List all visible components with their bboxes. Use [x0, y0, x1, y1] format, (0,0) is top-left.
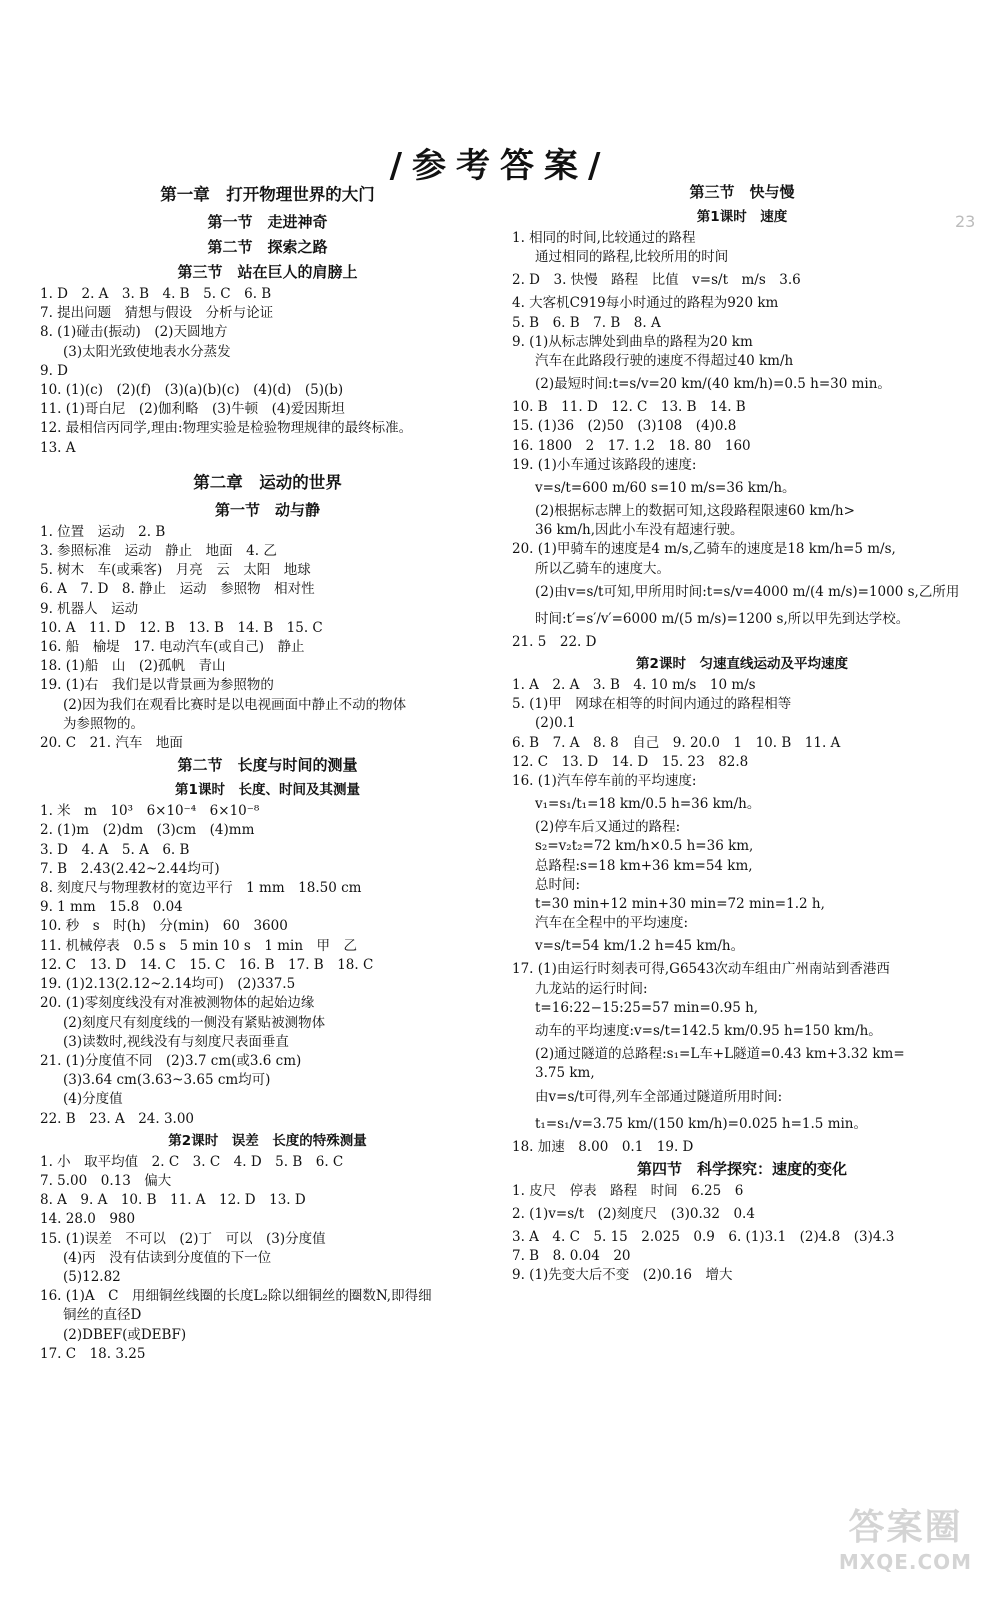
answer-line: 20. C 21. 汽车 地面	[40, 735, 183, 752]
answer-line: (2)由v=s/t可知,甲所用时间:t=s/v=4000 m/(4 m/s)=1000 s,乙所用	[535, 583, 960, 600]
watermark-url: MXQE.COM	[838, 1550, 973, 1574]
answer-line: 3. 参照标准 运动 静止 地面 4. 乙	[40, 543, 277, 560]
answer-line: 7. 5.00 0.13 偏大	[40, 1172, 172, 1189]
answer-line: 2. D 3. 快慢 路程 比值 v=s/t m/s 3.6	[512, 272, 801, 289]
answer-line: 16. 船 榆堤 17. 电动汽车(或自己) 静止	[40, 639, 305, 656]
answer-line: 4. 大客机C919每小时通过的路程为920 km	[512, 295, 779, 312]
answer-line: 1. 小 取平均值 2. C 3. C 4. D 5. B 6. C	[40, 1153, 344, 1170]
answer-line: (2)DBEF(或DEBF)	[63, 1326, 187, 1343]
answer-line: 13. A	[40, 439, 76, 456]
answer-line: 15. (1)误差 不可以 (2)丁 可以 (3)分度值	[40, 1230, 326, 1247]
answer-line: 汽车在全程中的平均速度:	[535, 915, 689, 932]
answer-line: 17. (1)由运行时刻表可得,G6543次动车组由广州南站到香港西	[512, 961, 890, 978]
answer-line: 20. (1)甲骑车的速度是4 m/s,乙骑车的速度是18 km/h=5 m/s,	[512, 541, 896, 558]
answer-line: (3)太阳光致使地表水分蒸发	[63, 343, 231, 360]
answer-line: 为参照物的。	[63, 715, 144, 732]
answer-line: 12. C 13. D 14. D 15. 23 82.8	[512, 753, 749, 770]
answer-line: 10. B 11. D 12. C 13. B 14. B	[512, 399, 746, 416]
answer-line: 7. B 8. 0.04 20	[512, 1248, 631, 1265]
lesson-heading: 第1课时 长度、时间及其测量	[175, 782, 360, 799]
answer-line: (2)因为我们在观看比赛时是以电视画面中静止不动的物体	[63, 696, 407, 713]
right-column	[512, 180, 972, 1286]
answer-line: 1. D 2. A 3. B 4. B 5. C 6. B	[40, 286, 272, 302]
answer-line: 3.75 km,	[535, 1065, 595, 1082]
answer-line: 总时间:	[535, 876, 581, 893]
answer-line: 九龙站的运行时间:	[535, 980, 648, 997]
lesson-heading: 第2课时 匀速直线运动及平均速度	[636, 656, 848, 673]
answer-line: 由v=s/t可得,列车全部通过隧道所用时间:	[535, 1088, 783, 1105]
answer-line: 6. A 7. D 8. 静止 运动 参照物 相对性	[40, 581, 315, 598]
answer-line: 9. D	[40, 362, 68, 379]
answer-block	[512, 229, 972, 652]
answer-block	[40, 285, 495, 458]
chapter-1-heading: 第一章 打开物理世界的大门	[160, 185, 375, 204]
answer-line: (4)分度值	[63, 1091, 123, 1108]
answer-line: 11. (1)哥白尼 (2)伽利略 (3)牛顿 (4)爱因斯坦	[40, 401, 345, 418]
answer-line: 16. 1800 2 17. 1.2 18. 80 160	[512, 437, 751, 454]
section-heading: 第一节 走进神奇	[207, 213, 328, 231]
answer-line: (2)0.1	[535, 715, 576, 732]
answer-line: 1. 米 m 10³ 6×10⁻⁴ 6×10⁻⁸	[40, 803, 260, 820]
answer-line: 9. 1 mm 15.8 0.04	[40, 899, 183, 916]
answer-line: 19. (1)右 我们是以背景画为参照物的	[40, 677, 274, 694]
chapter-2-heading: 第二章 运动的世界	[193, 472, 342, 492]
answer-line: 时间:t′=s′/v′=6000 m/(5 m/s)=1200 s,所以甲先到达学校。	[535, 610, 910, 627]
answer-line: 5. (1)甲 网球在相等的时间内通过的路程相等	[512, 696, 792, 713]
answer-block	[40, 1153, 495, 1364]
answer-line: 19. (1)小车通过该路段的速度:	[512, 456, 697, 473]
answer-line: 21. 5 22. D	[512, 633, 597, 650]
answer-line: 8. (1)碰击(振动) (2)天圆地方	[40, 324, 228, 341]
answer-line: 36 km/h,因此小车没有超速行驶。	[535, 522, 744, 539]
side-page-mark: 23	[955, 212, 976, 231]
answer-block	[40, 523, 495, 753]
answer-line: 通过相同的路程,比较所用的时间	[535, 249, 729, 266]
answer-line: 动车的平均速度:v=s/t=142.5 km/0.95 h=150 km/h。	[535, 1023, 882, 1040]
answer-line: 14. 28.0 980	[40, 1211, 136, 1228]
answer-line: 16. (1)A C 用细铜丝线圈的长度L₂除以细铜丝的圈数N,即得细	[40, 1288, 432, 1305]
section-heading: 第二节 长度与时间的测量	[177, 756, 358, 775]
answer-line: 所以乙骑车的速度大。	[535, 560, 670, 577]
answer-line: (4)丙 没有估读到分度值的下一位	[63, 1249, 272, 1266]
section-heading: 第二节 探索之路	[207, 238, 328, 256]
answer-line: 20. (1)零刻度线没有对准被测物体的起始边缘	[40, 995, 315, 1012]
section-heading: 第四节 科学探究：速度的变化	[636, 1159, 847, 1178]
answer-line: 7. 提出问题 猜想与假设 分析与论证	[40, 305, 274, 322]
answer-line: 18. (1)船 山 (2)孤帆 青山	[40, 658, 226, 675]
answer-line: 18. 加速 8.00 0.1 19. D	[512, 1138, 694, 1155]
watermark-text: 答案圈	[848, 1507, 963, 1548]
answer-line: (3)3.64 cm(3.63~3.65 cm均可)	[63, 1072, 271, 1089]
answer-line: v=s/t=600 m/60 s=10 m/s=36 km/h。	[535, 480, 796, 497]
answer-line: 19. (1)2.13(2.12~2.14均可) (2)337.5	[40, 976, 296, 993]
answer-line: 8. 刻度尺与物理教材的宽边平行 1 mm 18.50 cm	[40, 880, 362, 897]
section-heading: 第三节 站在巨人的肩膀上	[177, 263, 358, 281]
answer-line: 10. A 11. D 12. B 13. B 14. B 15. C	[40, 619, 323, 636]
answer-line: 5. B 6. B 7. B 8. A	[512, 314, 661, 331]
answer-line: 5. 树木 车(或乘客) 月亮 云 太阳 地球	[40, 562, 311, 579]
answer-line: 21. (1)分度值不同 (2)3.7 cm(或3.6 cm)	[40, 1052, 302, 1069]
lesson-heading: 第1课时 速度	[696, 209, 788, 225]
answer-line: 1. A 2. A 3. B 4. 10 m/s 10 m/s	[512, 677, 756, 694]
watermark-logo	[818, 1506, 993, 1574]
answer-line: (2)刻度尺有刻度线的一侧没有紧贴被测物体	[63, 1014, 326, 1031]
answer-line: 22. B 23. A 24. 3.00	[40, 1110, 195, 1127]
answer-block	[40, 802, 495, 1128]
answer-line: 15. (1)36 (2)50 (3)108 (4)0.8	[512, 418, 737, 435]
answer-line: 12. 最相信丙同学,理由:物理实验是检验物理规律的最终标准。	[40, 420, 413, 437]
section-heading: 第三节 快与慢	[689, 183, 795, 201]
answer-line: 1. 相同的时间,比较通过的路程	[512, 230, 696, 246]
answer-line: 1. 位置 运动 2. B	[40, 523, 166, 540]
answer-line: (2)通过隧道的总路程:s₁=L车+L隧道=0.43 km+3.32 km=	[535, 1046, 905, 1063]
answer-line: 3. A 4. C 5. 15 2.025 0.9 6. (1)3.1 (2)4.8 (3)4.3	[512, 1228, 895, 1245]
answer-line: 11. 机械停表 0.5 s 5 min 10 s 1 min 甲 乙	[40, 937, 358, 954]
answer-line: 10. (1)(c) (2)(f) (3)(a)(b)(c) (4)(d) (5)(b)	[40, 382, 344, 399]
answer-line: 铜丝的直径D	[63, 1307, 142, 1324]
answer-block	[512, 676, 972, 1157]
answer-line: 7. B 2.43(2.42~2.44均可)	[40, 860, 220, 877]
answer-line: 2. (1)v=s/t (2)刻度尺 (3)0.32 0.4	[512, 1205, 755, 1222]
answer-line: t₁=s₁/v=3.75 km/(150 km/h)=0.025 h=1.5 min。	[535, 1115, 868, 1132]
answer-line: 9. 机器人 运动	[40, 600, 139, 617]
answer-block	[512, 1182, 972, 1286]
lesson-heading: 第2课时 误差 长度的特殊测量	[168, 1132, 367, 1149]
answer-line: (2)根据标志牌上的数据可知,这段路程限速60 km/h>	[535, 503, 855, 520]
answer-line: (5)12.82	[63, 1268, 121, 1285]
answer-line: 6. B 7. A 8. 8 自己 9. 20.0 1 10. B 11. A	[512, 734, 841, 751]
answer-line: v₁=s₁/t₁=18 km/0.5 h=36 km/h。	[535, 796, 761, 813]
section-heading: 第一节 动与静	[214, 500, 320, 519]
answer-line: v=s/t=54 km/1.2 h=45 km/h。	[535, 938, 745, 955]
answer-line: 10. 秒 s 时(h) 分(min) 60 3600	[40, 918, 288, 935]
answer-line: t=16:22−15:25=57 min=0.95 h,	[535, 999, 759, 1016]
answer-line: (2)最短时间:t=s/v=20 km/(40 km/h)=0.5 h=30 min。	[535, 376, 891, 393]
answer-line: 16. (1)汽车停车前的平均速度:	[512, 773, 697, 790]
page-title: /参考答案/	[389, 146, 611, 186]
answer-line: (2)停车后又通过的路程:	[535, 819, 681, 836]
answer-line: (3)读数时,视线没有与刻度尺表面垂直	[63, 1033, 289, 1050]
answer-line: 9. (1)先变大后不变 (2)0.16 增大	[512, 1267, 733, 1284]
answer-line: t=30 min+12 min+30 min=72 min=1.2 h,	[535, 896, 825, 913]
answer-line: 1. 皮尺 停表 路程 时间 6.25 6	[512, 1182, 744, 1199]
answer-line: 12. C 13. D 14. C 15. C 16. B 17. B 18. C	[40, 956, 374, 973]
answer-line: s₂=v₂t₂=72 km/h×0.5 h=36 km,	[535, 838, 754, 855]
answer-line: 8. A 9. A 10. B 11. A 12. D 13. D	[40, 1192, 306, 1209]
answer-line: 17. C 18. 3.25	[40, 1345, 146, 1362]
answer-line: 9. (1)从标志牌处到曲阜的路程为20 km	[512, 333, 753, 350]
answer-line: 3. D 4. A 5. A 6. B	[40, 841, 190, 858]
answer-line: 总路程:s=18 km+36 km=54 km,	[535, 857, 753, 874]
left-column	[40, 180, 495, 1364]
answer-line: 2. (1)m (2)dm (3)cm (4)mm	[40, 822, 255, 839]
answer-line: 汽车在此路段行驶的速度不得超过40 km/h	[535, 353, 794, 370]
